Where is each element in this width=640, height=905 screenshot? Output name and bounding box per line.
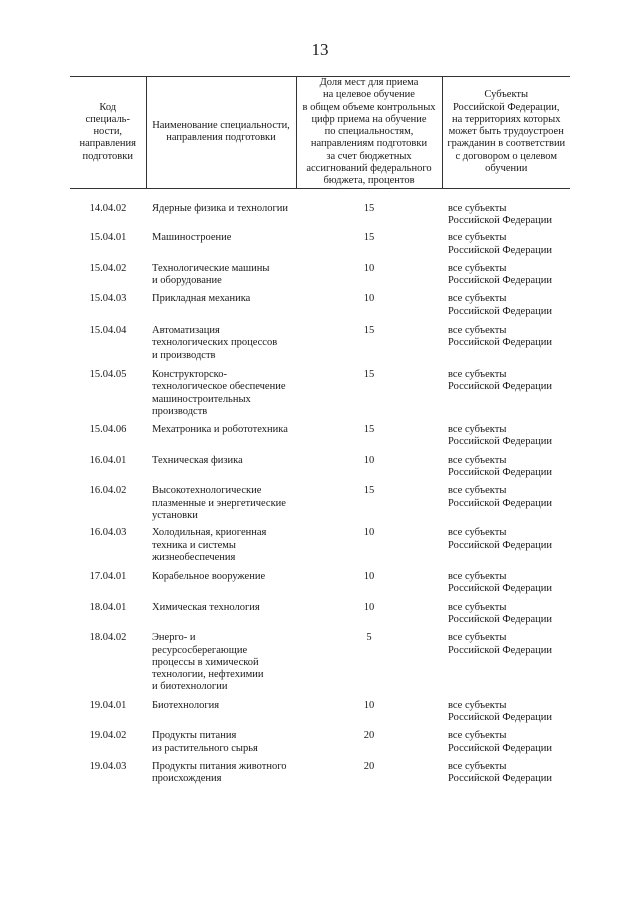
table-row	[70, 263, 570, 288]
targeted-admission-table	[70, 76, 570, 786]
row-regions: все субъекты Российской Федерации	[448, 202, 552, 226]
row-regions: все субъекты Российской Федерации	[448, 454, 552, 479]
row-spacer	[70, 188, 570, 203]
row-name: Конструкторско- технологическое обеспечение машиностроительных производств	[152, 368, 286, 417]
row-share: 15	[363, 424, 375, 436]
row-share: 10	[363, 293, 375, 305]
table-row	[70, 325, 570, 362]
row-code: 14.04.02	[89, 202, 127, 214]
row-spacer	[70, 362, 570, 369]
row-code: 15.04.01	[89, 232, 127, 244]
row-regions: все субъекты Российской Федерации	[448, 601, 552, 625]
table-row	[70, 203, 570, 228]
page-number: 13	[311, 40, 329, 59]
row-code: 16.04.03	[89, 527, 127, 539]
row-share: 10	[363, 262, 375, 274]
row-name: Автоматизация технологических процессов и производств	[152, 325, 278, 361]
row-code: 19.04.01	[89, 699, 127, 711]
table-row	[70, 455, 570, 480]
row-code: 15.04.04	[89, 325, 127, 337]
row-share: 15	[363, 202, 375, 214]
row-name: Продукты питания животного происхождения	[152, 760, 287, 785]
row-share: 10	[363, 601, 375, 613]
row-share: 15	[363, 368, 375, 380]
row-share: 15	[363, 232, 375, 244]
table-row	[70, 632, 570, 693]
row-share: 15	[363, 485, 375, 497]
row-code: 17.04.01	[89, 571, 127, 583]
row-code: 16.04.01	[89, 454, 127, 466]
row-regions: все субъекты Российской Федерации	[448, 424, 552, 448]
table-row	[70, 571, 570, 596]
table-row	[70, 527, 570, 564]
row-code: 18.04.01	[89, 601, 127, 613]
table-row	[70, 369, 570, 418]
row-regions: все субъекты Российской Федерации	[448, 262, 552, 287]
row-regions: все субъекты Российской Федерации	[448, 527, 552, 551]
row-name: Холодильная, криогенная техника и системы жизнеобеспечения	[152, 527, 267, 563]
row-name: Высокотехнологические плазменные и энергетические установки	[152, 485, 286, 521]
table-row	[70, 761, 570, 786]
row-regions: все субъекты Российской Федерации	[448, 485, 552, 509]
header-code: Код специаль- ности, направления подготовки	[70, 77, 146, 189]
row-code: 19.04.03	[89, 760, 127, 772]
row-share: 10	[363, 571, 375, 583]
table-row	[70, 730, 570, 755]
row-code: 15.04.06	[89, 424, 127, 436]
row-regions: все субъекты Российской Федерации	[448, 368, 552, 393]
row-name: Технологические машины и оборудование	[152, 262, 270, 287]
row-code: 15.04.02	[89, 262, 127, 274]
row-name: Машиностроение	[152, 232, 232, 244]
row-code: 15.04.05	[89, 368, 127, 380]
row-spacer	[70, 564, 570, 571]
row-share: 5	[366, 632, 372, 644]
header-name: Наименование специальности, направления подготовки	[146, 77, 296, 189]
row-share: 10	[363, 454, 375, 466]
row-share: 15	[363, 325, 375, 337]
header-share: Доля мест для приема на целевое обучение в общем объеме контрольных цифр приема на обучение по специальностям, направлениям подготовки за счет бюджетных ассигнований федерального бюджета, процентов	[296, 77, 442, 189]
table-row	[70, 232, 570, 257]
table-row	[70, 424, 570, 449]
table-row	[70, 485, 570, 522]
table-header-row	[70, 77, 570, 189]
row-regions: все субъекты Российской Федерации	[448, 699, 552, 724]
row-regions: все субъекты Российской Федерации	[448, 571, 552, 595]
row-name: Техническая физика	[152, 454, 243, 466]
row-share: 20	[363, 730, 375, 742]
row-code: 15.04.03	[89, 293, 127, 305]
table-row	[70, 293, 570, 318]
row-share: 20	[363, 760, 375, 772]
row-regions: все субъекты Российской Федерации	[448, 232, 552, 256]
row-regions: все субъекты Российской Федерации	[448, 730, 552, 754]
row-name: Прикладная механика	[152, 293, 251, 305]
row-name: Корабельное вооружение	[152, 571, 266, 583]
row-code: 18.04.02	[89, 632, 127, 644]
row-share: 10	[363, 527, 375, 539]
row-name: Ядерные физика и технологии	[152, 202, 289, 214]
data-table	[70, 76, 570, 786]
row-name: Энерго- и ресурсосберегающие процессы в химической технологии, нефтехимии и биотехнологии	[152, 632, 264, 693]
row-regions: все субъекты Российской Федерации	[448, 760, 552, 785]
row-code: 16.04.02	[89, 485, 127, 497]
row-share: 10	[363, 699, 375, 711]
row-regions: все субъекты Российской Федерации	[448, 632, 552, 656]
row-name: Химическая технология	[152, 601, 260, 613]
table-row	[70, 700, 570, 725]
row-spacer	[70, 318, 570, 325]
row-name: Мехатроника и робототехника	[152, 424, 288, 436]
row-regions: все субъекты Российской Федерации	[448, 325, 552, 349]
row-regions: все субъекты Российской Федерации	[448, 293, 552, 317]
header-regions: Субъекты Российской Федерации, на территориях которых может быть трудоустроен гражданин в соответствии с договором о целевом обучении	[442, 77, 570, 189]
table-row	[70, 602, 570, 627]
row-code: 19.04.02	[89, 730, 127, 742]
row-name: Биотехнология	[152, 699, 220, 711]
row-name: Продукты питания из растительного сырья	[152, 730, 258, 754]
